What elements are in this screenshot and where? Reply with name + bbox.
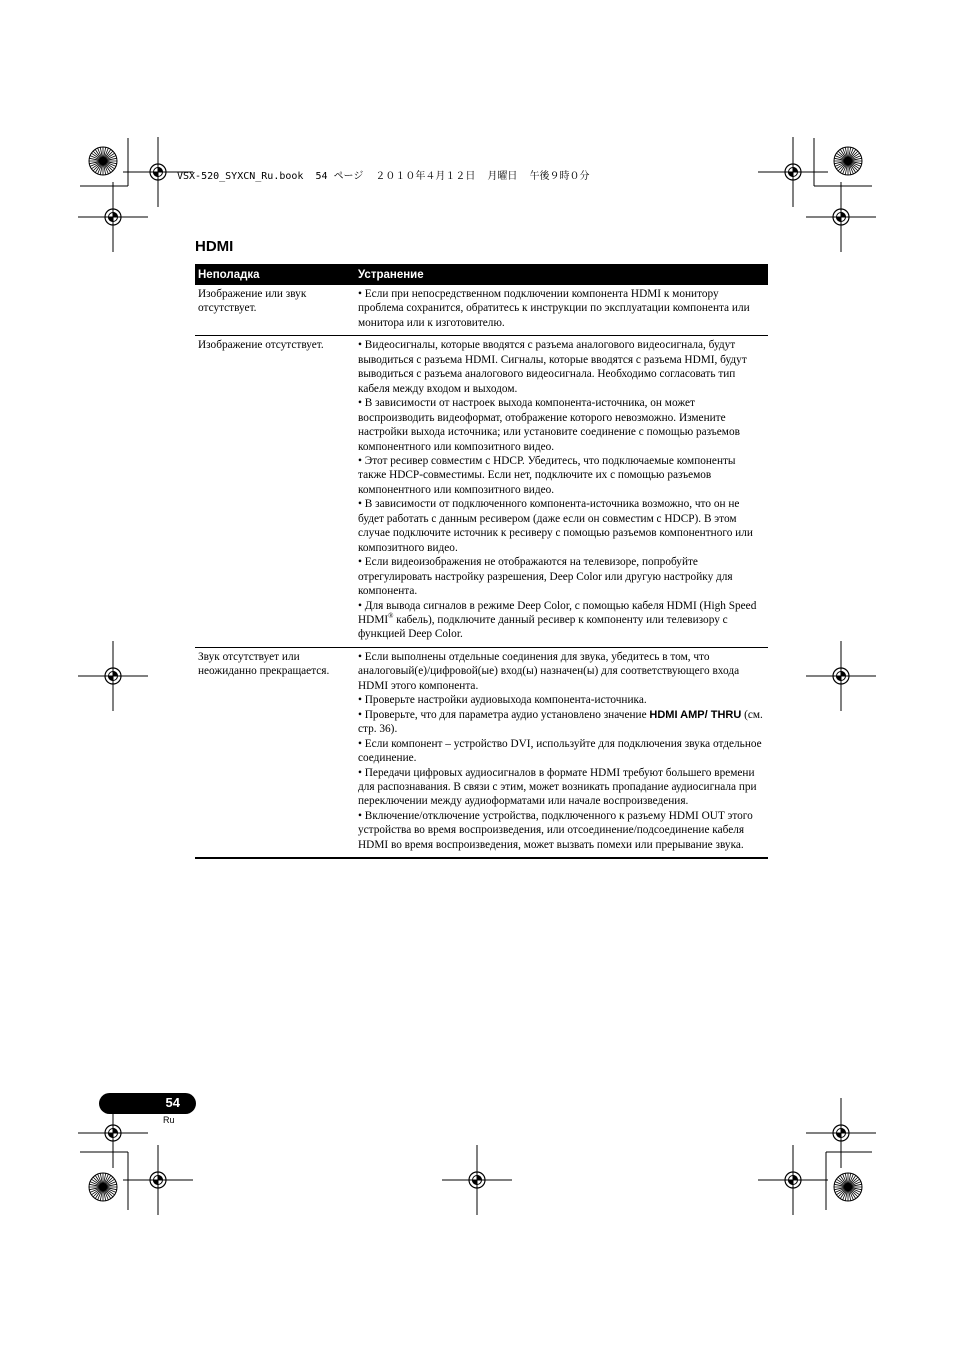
troubleshooting-table: [195, 264, 768, 859]
table-header-row: [195, 264, 768, 285]
solution-item: • В зависимости от настроек выхода компонента-источника, он может воспроизводить видеоформат, отображение которого невозможно. Измените настройки выхода источника; или установите соединение с помощью разъемов компонентного или композитного видео.: [358, 397, 740, 453]
solution-item: • Если видеоизображения не отображаются на телевизоре, попробуйте отрегулировать настройку разрешения, Deep Color или другую настройку для компонента.: [358, 556, 733, 598]
solution-cell: [355, 647, 768, 858]
solution-item: • Этот ресивер совместим с HDCP. Убедитесь, что подключаемые компоненты также HDCP-совместимы. Если нет, подключите их с помощью разъемов компонентного или композитного видео.: [358, 454, 736, 496]
solution-item: • Если выполнены отдельные соединения для звука, убедитесь в том, что аналоговый(е)/цифровой(ые) вход(ы) назначен(ы) для соответствующего входа HDMI этого компонента.: [358, 650, 740, 692]
solution-cell: [355, 285, 768, 336]
problem-cell: Изображение или звук отсутствует.: [198, 288, 307, 315]
solution-item: • Если компонент – устройство DVI, используйте для подключения звука отдельное соединение.: [358, 737, 762, 765]
table-row: [195, 336, 768, 648]
page-number: 54: [165, 1095, 180, 1110]
column-header-problem: Неполадка: [195, 264, 355, 285]
solution-item: • Передачи цифровых аудиосигналов в формате HDMI требуют большего времени для распознавания. В связи с этим, может возникать пропадание аудиосигнала при переключении между аудиоформатами или начале воспроизведения.: [358, 766, 757, 808]
solution-item-audio-setting: [358, 708, 765, 737]
page-language: Ru: [163, 1115, 175, 1125]
page-number-badge: [99, 1093, 196, 1114]
table-row: [195, 647, 768, 858]
problem-cell: Изображение отсутствует.: [195, 336, 355, 648]
solution-cell: [355, 336, 768, 648]
solution-text: кабель), подключите данный ресивер к компоненту или телевизору с функцией Deep Color.: [358, 613, 728, 641]
print-header: VSX-520_SYXCN_Ru.book 54 ページ ２０１０年４月１２日 月曜日 午後９時０分: [177, 171, 590, 182]
solution-item: • Проверьте настройки аудиовыхода компонента-источника.: [358, 694, 647, 707]
solution-item: • Видеосигналы, которые вводятся с разъема аналогового видеосигнала, будут выводиться с разъема HDMI. Сигналы, которые вводятся с разъема HDMI, будут выводиться с разъема аналогового видеосигнала. Необходимо согласовать тип кабеля между входом и выходом.: [358, 339, 747, 395]
column-header-solution: Устранение: [355, 264, 768, 285]
setting-name: HDMI AMP/ THRU: [649, 708, 742, 721]
solution-item: • В зависимости от подключенного компонента-источника возможно, что он не будет работать с данным ресивером (даже если он совместим с HDCP). В этом случае подключите источник к ресиверу с помощью разъемов компонентного или композитного видео.: [358, 498, 753, 554]
solution-text: • Для вывода сигналов в режиме Deep Color, с помощью кабеля HDMI (High Speed HDMI: [358, 599, 757, 626]
solution-item-deep-color: [358, 599, 765, 642]
solution-text: • Проверьте, что для параметра аудио установлено значение: [358, 708, 650, 721]
solution-item: • Если при непосредственном подключении компонента HDMI к монитору проблема сохранится, обратитесь к инструкции по эксплуатации компонента или монитора или к изготовителю.: [358, 288, 750, 329]
solution-text: (см. стр. 36).: [358, 708, 763, 736]
problem-cell: Звук отсутствует или неожиданно прекращается.: [195, 647, 355, 858]
solution-item: • Включение/отключение устройства, подключенного к разъему HDMI OUT этого устройства во время воспроизведения, или отсоединение/подсоединение кабеля HDMI во время воспроизведения, может вызвать помехи или прерывание звука.: [358, 809, 753, 851]
table-row: [195, 285, 768, 336]
section-title: HDMI: [195, 238, 234, 255]
registered-mark: ®: [388, 612, 394, 621]
